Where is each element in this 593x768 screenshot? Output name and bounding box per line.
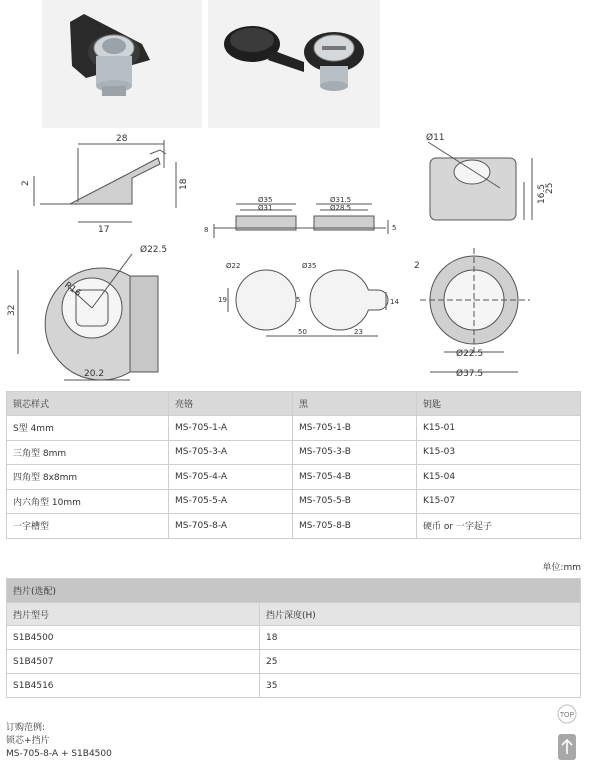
table-row xyxy=(7,674,581,698)
unit-label: 单位:mm xyxy=(542,563,581,573)
table-cell: MS-705-8-B xyxy=(293,514,417,539)
dim-cap-d285: Ø28.5 xyxy=(330,204,352,212)
dim-front-height: 32 xyxy=(7,304,17,316)
dim-ring-d375: Ø37.5 xyxy=(456,369,484,379)
dim-top-d22: Ø22 xyxy=(226,262,241,270)
cap-header-cell: 挡片型号 xyxy=(7,603,260,626)
table-cell: 35 xyxy=(260,674,581,698)
cap-top-view xyxy=(228,270,388,336)
spec-table-header xyxy=(7,392,581,416)
spec-header-cell: 亮铬 xyxy=(169,392,293,416)
table-cell: MS-705-4-A xyxy=(169,465,293,490)
table-cell: S1B4507 xyxy=(7,650,260,674)
dim-cyl-d11: Ø11 xyxy=(426,133,445,143)
dim-cap-d35: Ø35 xyxy=(258,196,273,204)
dim-top-23: 23 xyxy=(354,328,363,336)
table-cell: MS-705-5-B xyxy=(293,489,417,514)
dim-top-19: 19 xyxy=(218,296,227,304)
dim-side-height-right: 18 xyxy=(179,178,189,190)
table-cell: MS-705-3-B xyxy=(293,440,417,465)
order-example xyxy=(6,722,112,761)
back-to-top-button[interactable] xyxy=(556,704,578,762)
cap-table-title: 挡片(选配) xyxy=(7,579,581,603)
table-cell: K15-04 xyxy=(417,465,581,490)
dim-ring-2: 2 xyxy=(414,261,420,271)
table-cell: K15-07 xyxy=(417,489,581,514)
spec-header-cell: 黑 xyxy=(293,392,417,416)
spec-header-cell: 钥匙 xyxy=(417,392,581,416)
dim-ring-d225: Ø22.5 xyxy=(456,349,484,359)
table-row xyxy=(7,489,581,514)
table-cell: 四角型 8x8mm xyxy=(7,465,169,490)
table-row xyxy=(7,514,581,539)
spec-table xyxy=(6,391,581,539)
cap-table xyxy=(6,578,581,698)
table-cell: S1B4500 xyxy=(7,626,260,650)
table-cell: S1B4516 xyxy=(7,674,260,698)
spec-header-cell: 锁芯样式 xyxy=(7,392,169,416)
cap-table-header xyxy=(7,603,581,626)
table-cell: MS-705-5-A xyxy=(169,489,293,514)
table-row xyxy=(7,440,581,465)
table-cell: MS-705-8-A xyxy=(169,514,293,539)
dim-side-height-left: 2 xyxy=(21,180,31,186)
dim-front-width: 20.2 xyxy=(84,369,105,379)
cam-side-view xyxy=(34,140,176,222)
dim-cap-h8: 8 xyxy=(204,226,209,234)
table-cell: S型 4mm xyxy=(7,416,169,441)
dim-cap-d31: Ø31 xyxy=(258,204,273,212)
dim-top-d35: Ø35 xyxy=(302,262,317,270)
cap-section-view xyxy=(214,204,388,238)
cap-header-cell: 挡片深度(H) xyxy=(260,603,581,626)
order-example-line1: 锁芯+挡片 xyxy=(6,736,50,746)
table-cell: 三角型 8mm xyxy=(7,440,169,465)
dim-top-50: 50 xyxy=(298,328,307,336)
table-cell: MS-705-4-B xyxy=(293,465,417,490)
table-cell: K15-01 xyxy=(417,416,581,441)
table-row xyxy=(7,416,581,441)
table-cell: 18 xyxy=(260,626,581,650)
dim-side-width: 28 xyxy=(116,134,128,144)
top-button-label: TOP xyxy=(559,712,575,719)
table-cell: K15-03 xyxy=(417,440,581,465)
table-row xyxy=(7,650,581,674)
dim-cyl-165: 16.5 xyxy=(537,183,547,204)
dim-cap-h5: 5 xyxy=(392,224,397,232)
cylinder-side-view xyxy=(428,142,532,220)
dim-front-radius: R16 xyxy=(62,280,83,299)
dim-top-14: 14 xyxy=(390,298,399,306)
dim-cyl-25: 25 xyxy=(545,182,555,194)
table-cell: MS-705-1-A xyxy=(169,416,293,441)
table-cell: 25 xyxy=(260,650,581,674)
table-row xyxy=(7,465,581,490)
dim-top-5: 5 xyxy=(296,296,301,304)
product-photo-lock xyxy=(42,0,202,128)
order-example-title: 订购范例: xyxy=(6,723,46,733)
table-cell: MS-705-1-B xyxy=(293,416,417,441)
order-example-line2: MS-705-8-A + S1B4500 xyxy=(6,749,112,759)
dim-cap-d315: Ø31.5 xyxy=(330,196,352,204)
technical-drawings xyxy=(0,128,593,390)
table-cell: 内六角型 10mm xyxy=(7,489,169,514)
product-photo-lock-with-cap xyxy=(208,0,380,128)
table-row xyxy=(7,626,581,650)
cam-front-view xyxy=(18,254,158,380)
table-cell: MS-705-3-A xyxy=(169,440,293,465)
table-cell: 一字槽型 xyxy=(7,514,169,539)
dim-side-base: 17 xyxy=(98,225,110,235)
dim-front-diameter: Ø22.5 xyxy=(140,245,168,255)
table-cell: 硬币 or 一字起子 xyxy=(417,514,581,539)
